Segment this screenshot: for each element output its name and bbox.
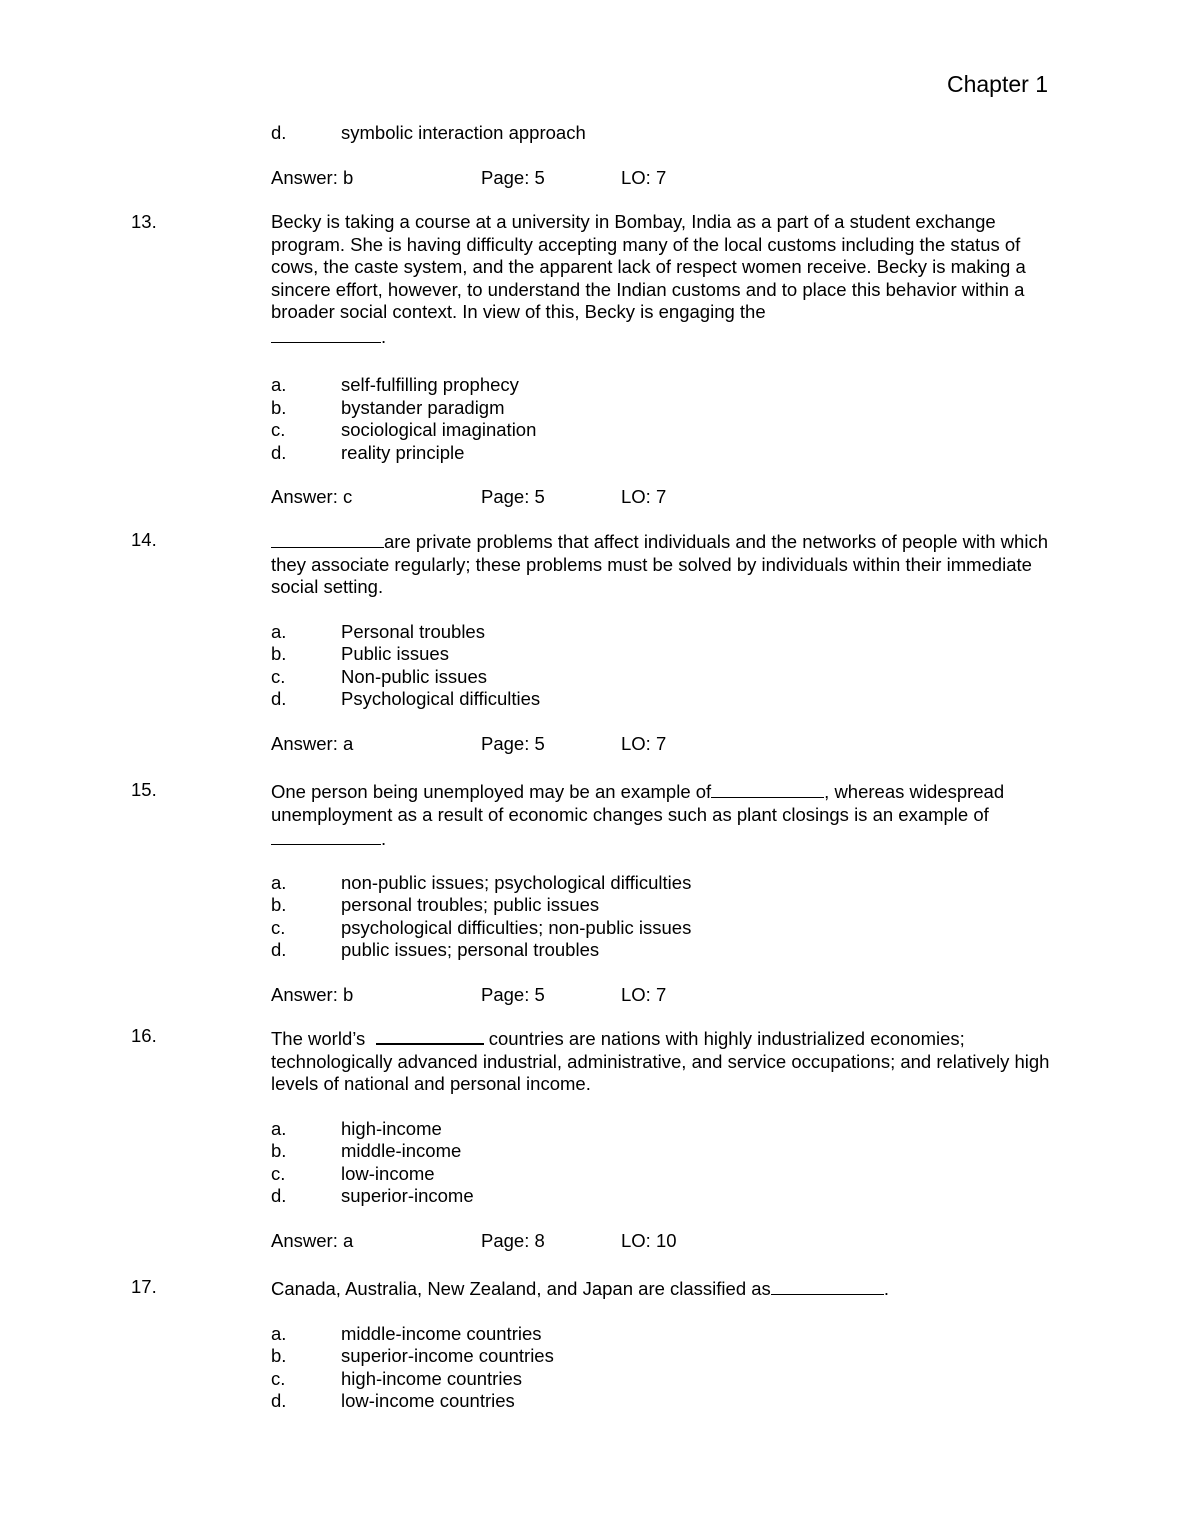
- option-letter: a.: [271, 374, 287, 395]
- question-number: 14.: [131, 529, 157, 550]
- question-stem: [271, 529, 1051, 599]
- option-text: Personal troubles: [341, 620, 485, 642]
- option-text: superior-income countries: [341, 1345, 554, 1366]
- answer-key: Answer: b: [271, 166, 354, 188]
- option-letter: d.: [271, 1390, 287, 1411]
- option-d: [271, 442, 1061, 465]
- learning-objective: LO: 7: [621, 486, 667, 507]
- option-letter: b.: [271, 1345, 287, 1366]
- option-letter: b.: [271, 1140, 287, 1161]
- option-d: [271, 122, 1061, 145]
- option-letter: c.: [271, 1162, 286, 1184]
- option-letter: d.: [271, 441, 287, 463]
- option-text: Public issues: [341, 643, 449, 664]
- option-c: [271, 419, 1061, 442]
- option-text: bystander paradigm: [341, 396, 505, 418]
- option-letter: c.: [271, 419, 286, 440]
- page-ref: Page: 5: [481, 983, 545, 1005]
- option-a: [271, 374, 1061, 397]
- option-c: [271, 1368, 1061, 1391]
- option-c: [271, 666, 1061, 689]
- stem-text: The world’s: [271, 1028, 366, 1049]
- option-text: sociological imagination: [341, 419, 537, 440]
- answer-blank: [271, 529, 384, 548]
- stem-text: One person being unemployed may be an example of: [271, 781, 712, 802]
- option-text: high-income: [341, 1117, 442, 1139]
- stem-text: , whereas widespread unemployment as a result of economic changes such as plant closings is an example of: [271, 781, 1005, 825]
- option-letter: a.: [271, 1117, 287, 1139]
- option-a: [271, 1323, 1061, 1346]
- question-stem: [271, 211, 1051, 348]
- question-number: 15.: [131, 779, 157, 800]
- option-letter: a.: [271, 1322, 287, 1344]
- option-text: psychological difficulties; non-public issues: [341, 916, 692, 938]
- answer-key: Answer: a: [271, 732, 354, 754]
- option-text: superior-income: [341, 1185, 474, 1206]
- option-a: [271, 1118, 1061, 1141]
- question-stem: [271, 779, 1051, 851]
- option-b: [271, 1345, 1061, 1368]
- stem-text: countries are nations with highly industrialized economies; technologically advanced industrial, administrative, and service occupations; and relatively high levels of national and personal income.: [271, 1028, 1050, 1094]
- option-letter: a.: [271, 620, 287, 642]
- option-b: [271, 397, 1061, 420]
- stem-text: .: [381, 325, 387, 347]
- option-letter: b.: [271, 396, 287, 418]
- answer-blank: [711, 779, 824, 798]
- question-number: 13.: [131, 211, 157, 232]
- option-text: middle-income: [341, 1140, 462, 1161]
- option-d: [271, 939, 1061, 962]
- page-ref: Page: 5: [481, 486, 545, 507]
- answer-blank: [376, 1025, 484, 1045]
- option-letter: b.: [271, 894, 287, 915]
- learning-objective: LO: 7: [621, 732, 667, 754]
- option-text: Psychological difficulties: [341, 688, 541, 709]
- option-a: [271, 872, 1061, 895]
- option-b: [271, 894, 1061, 917]
- question-stem: [271, 1276, 1051, 1301]
- question-number: 17.: [131, 1276, 157, 1297]
- answer-key: Answer: a: [271, 1229, 354, 1251]
- option-c: [271, 1163, 1061, 1186]
- option-letter: d.: [271, 939, 287, 960]
- option-letter: b.: [271, 643, 287, 664]
- option-d: [271, 1390, 1061, 1413]
- option-d: [271, 1185, 1061, 1208]
- page-header-title: Chapter 1: [946, 71, 1048, 97]
- answer-line: [271, 984, 1061, 1007]
- option-letter: d.: [271, 688, 287, 709]
- answer-line: [271, 486, 1061, 509]
- answer-key: Answer: b: [271, 983, 354, 1005]
- page-ref: Page: 8: [481, 1229, 545, 1251]
- option-text: reality principle: [341, 441, 465, 463]
- option-text: high-income countries: [341, 1367, 522, 1389]
- option-letter: d.: [271, 122, 287, 143]
- option-letter: a.: [271, 871, 287, 893]
- option-text: personal troubles; public issues: [341, 894, 600, 915]
- option-letter: d.: [271, 1185, 287, 1206]
- question-stem: [271, 1025, 1056, 1096]
- answer-blank: [271, 324, 381, 343]
- stem-text: .: [883, 1278, 889, 1299]
- stem-text: Canada, Australia, New Zealand, and Japan are classified as: [271, 1278, 771, 1299]
- option-text: low-income countries: [341, 1390, 515, 1411]
- page-ref: Page: 5: [481, 166, 545, 188]
- option-d: [271, 688, 1061, 711]
- option-c: [271, 917, 1061, 940]
- answer-line: [271, 167, 1061, 190]
- answer-line: [271, 733, 1061, 756]
- option-text: Non-public issues: [341, 665, 488, 687]
- answer-key: Answer: c: [271, 486, 353, 507]
- learning-objective: LO: 10: [621, 1229, 677, 1251]
- page-ref: Page: 5: [481, 732, 545, 754]
- option-text: self-fulfilling prophecy: [341, 374, 519, 395]
- option-b: [271, 643, 1061, 666]
- option-text: public issues; personal troubles: [341, 939, 600, 960]
- option-text: middle-income countries: [341, 1322, 542, 1344]
- option-letter: c.: [271, 665, 286, 687]
- option-letter: c.: [271, 916, 286, 938]
- stem-text: Becky is taking a course at a university in Bombay, India as a part of a student exchange program. She is having difficulty accepting many of the local customs including the status of cows, the caste system, and the apparent lack of respect women receive. Becky is making a sincere effort, however, to understand the Indian customs and to place this behavior within a broader social context. In view of this, Becky is engaging the: [271, 211, 1026, 322]
- answer-blank: [271, 826, 381, 845]
- option-a: [271, 621, 1061, 644]
- option-text: non-public issues; psychological difficulties: [341, 871, 692, 893]
- option-text: low-income: [341, 1162, 435, 1184]
- learning-objective: LO: 7: [621, 983, 667, 1005]
- answer-line: [271, 1230, 1061, 1253]
- learning-objective: LO: 7: [621, 166, 667, 188]
- answer-blank: [771, 1276, 884, 1295]
- question-number: 16.: [131, 1025, 157, 1046]
- option-b: [271, 1140, 1061, 1163]
- stem-text: .: [381, 828, 387, 849]
- stem-text: are private problems that affect individuals and the networks of people with which they associate regularly; these problems must be solved by individuals within their immediate social setting.: [271, 531, 1048, 597]
- option-letter: c.: [271, 1367, 286, 1389]
- option-text: symbolic interaction approach: [341, 122, 586, 143]
